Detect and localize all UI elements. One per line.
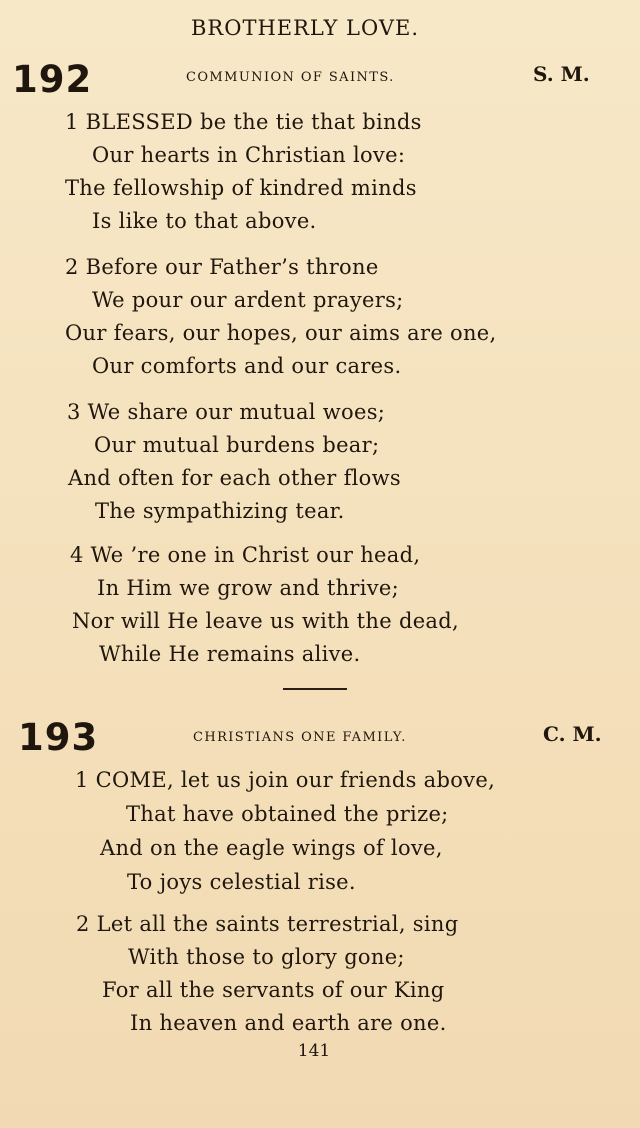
verse-line: 4 We ’re one in Christ our head, bbox=[70, 543, 421, 567]
verse-line: That have obtained the prize; bbox=[126, 802, 449, 826]
verse-line: Our comforts and our cares. bbox=[92, 354, 402, 378]
verse-line: To joys celestial rise. bbox=[127, 870, 356, 894]
verse-line: In heaven and earth are one. bbox=[130, 1011, 447, 1035]
verse-line: The sympathizing tear. bbox=[95, 499, 345, 523]
page-number: 141 bbox=[297, 1041, 331, 1061]
verse-line: While He remains alive. bbox=[99, 642, 361, 666]
verse-line: Our fears, our hopes, our aims are one, bbox=[65, 321, 497, 345]
verse-line: For all the servants of our King bbox=[102, 978, 445, 1002]
running-head: BROTHERLY LOVE. bbox=[190, 16, 420, 40]
hymn-number: 193 bbox=[18, 716, 99, 759]
verse-line: Is like to that above. bbox=[92, 209, 317, 233]
verse-line: Nor will He leave us with the dead, bbox=[72, 609, 459, 633]
hymn-meter: C. M. bbox=[543, 722, 602, 746]
hymn-title: COMMUNION OF SAINTS. bbox=[186, 70, 395, 85]
verse-line: 2 Before our Father’s throne bbox=[65, 255, 379, 279]
hymn-title: CHRISTIANS ONE FAMILY. bbox=[193, 730, 407, 745]
verse-line: 2 Let all the saints terrestrial, sing bbox=[76, 912, 459, 936]
verse-line: And on the eagle wings of love, bbox=[100, 836, 443, 860]
verse-line: Our hearts in Christian love: bbox=[92, 143, 406, 167]
hymn-number: 192 bbox=[12, 58, 93, 101]
verse-line: And often for each other flows bbox=[68, 466, 401, 490]
verse-line: With those to glory gone; bbox=[128, 945, 405, 969]
verse-line: We pour our ardent prayers; bbox=[92, 288, 404, 312]
verse-line: In Him we grow and thrive; bbox=[97, 576, 400, 600]
verse-line: 3 We share our mutual woes; bbox=[67, 400, 386, 424]
hymn-meter: S. M. bbox=[533, 62, 590, 86]
section-divider bbox=[283, 688, 347, 690]
page-number-wrap bbox=[0, 1041, 640, 1061]
verse-line: 1 COME, let us join our friends above, bbox=[75, 768, 496, 792]
verse-line: The fellowship of kindred minds bbox=[65, 176, 417, 200]
verse-line: 1 BLESSED be the tie that binds bbox=[65, 110, 422, 134]
verse-line: Our mutual burdens bear; bbox=[94, 433, 380, 457]
